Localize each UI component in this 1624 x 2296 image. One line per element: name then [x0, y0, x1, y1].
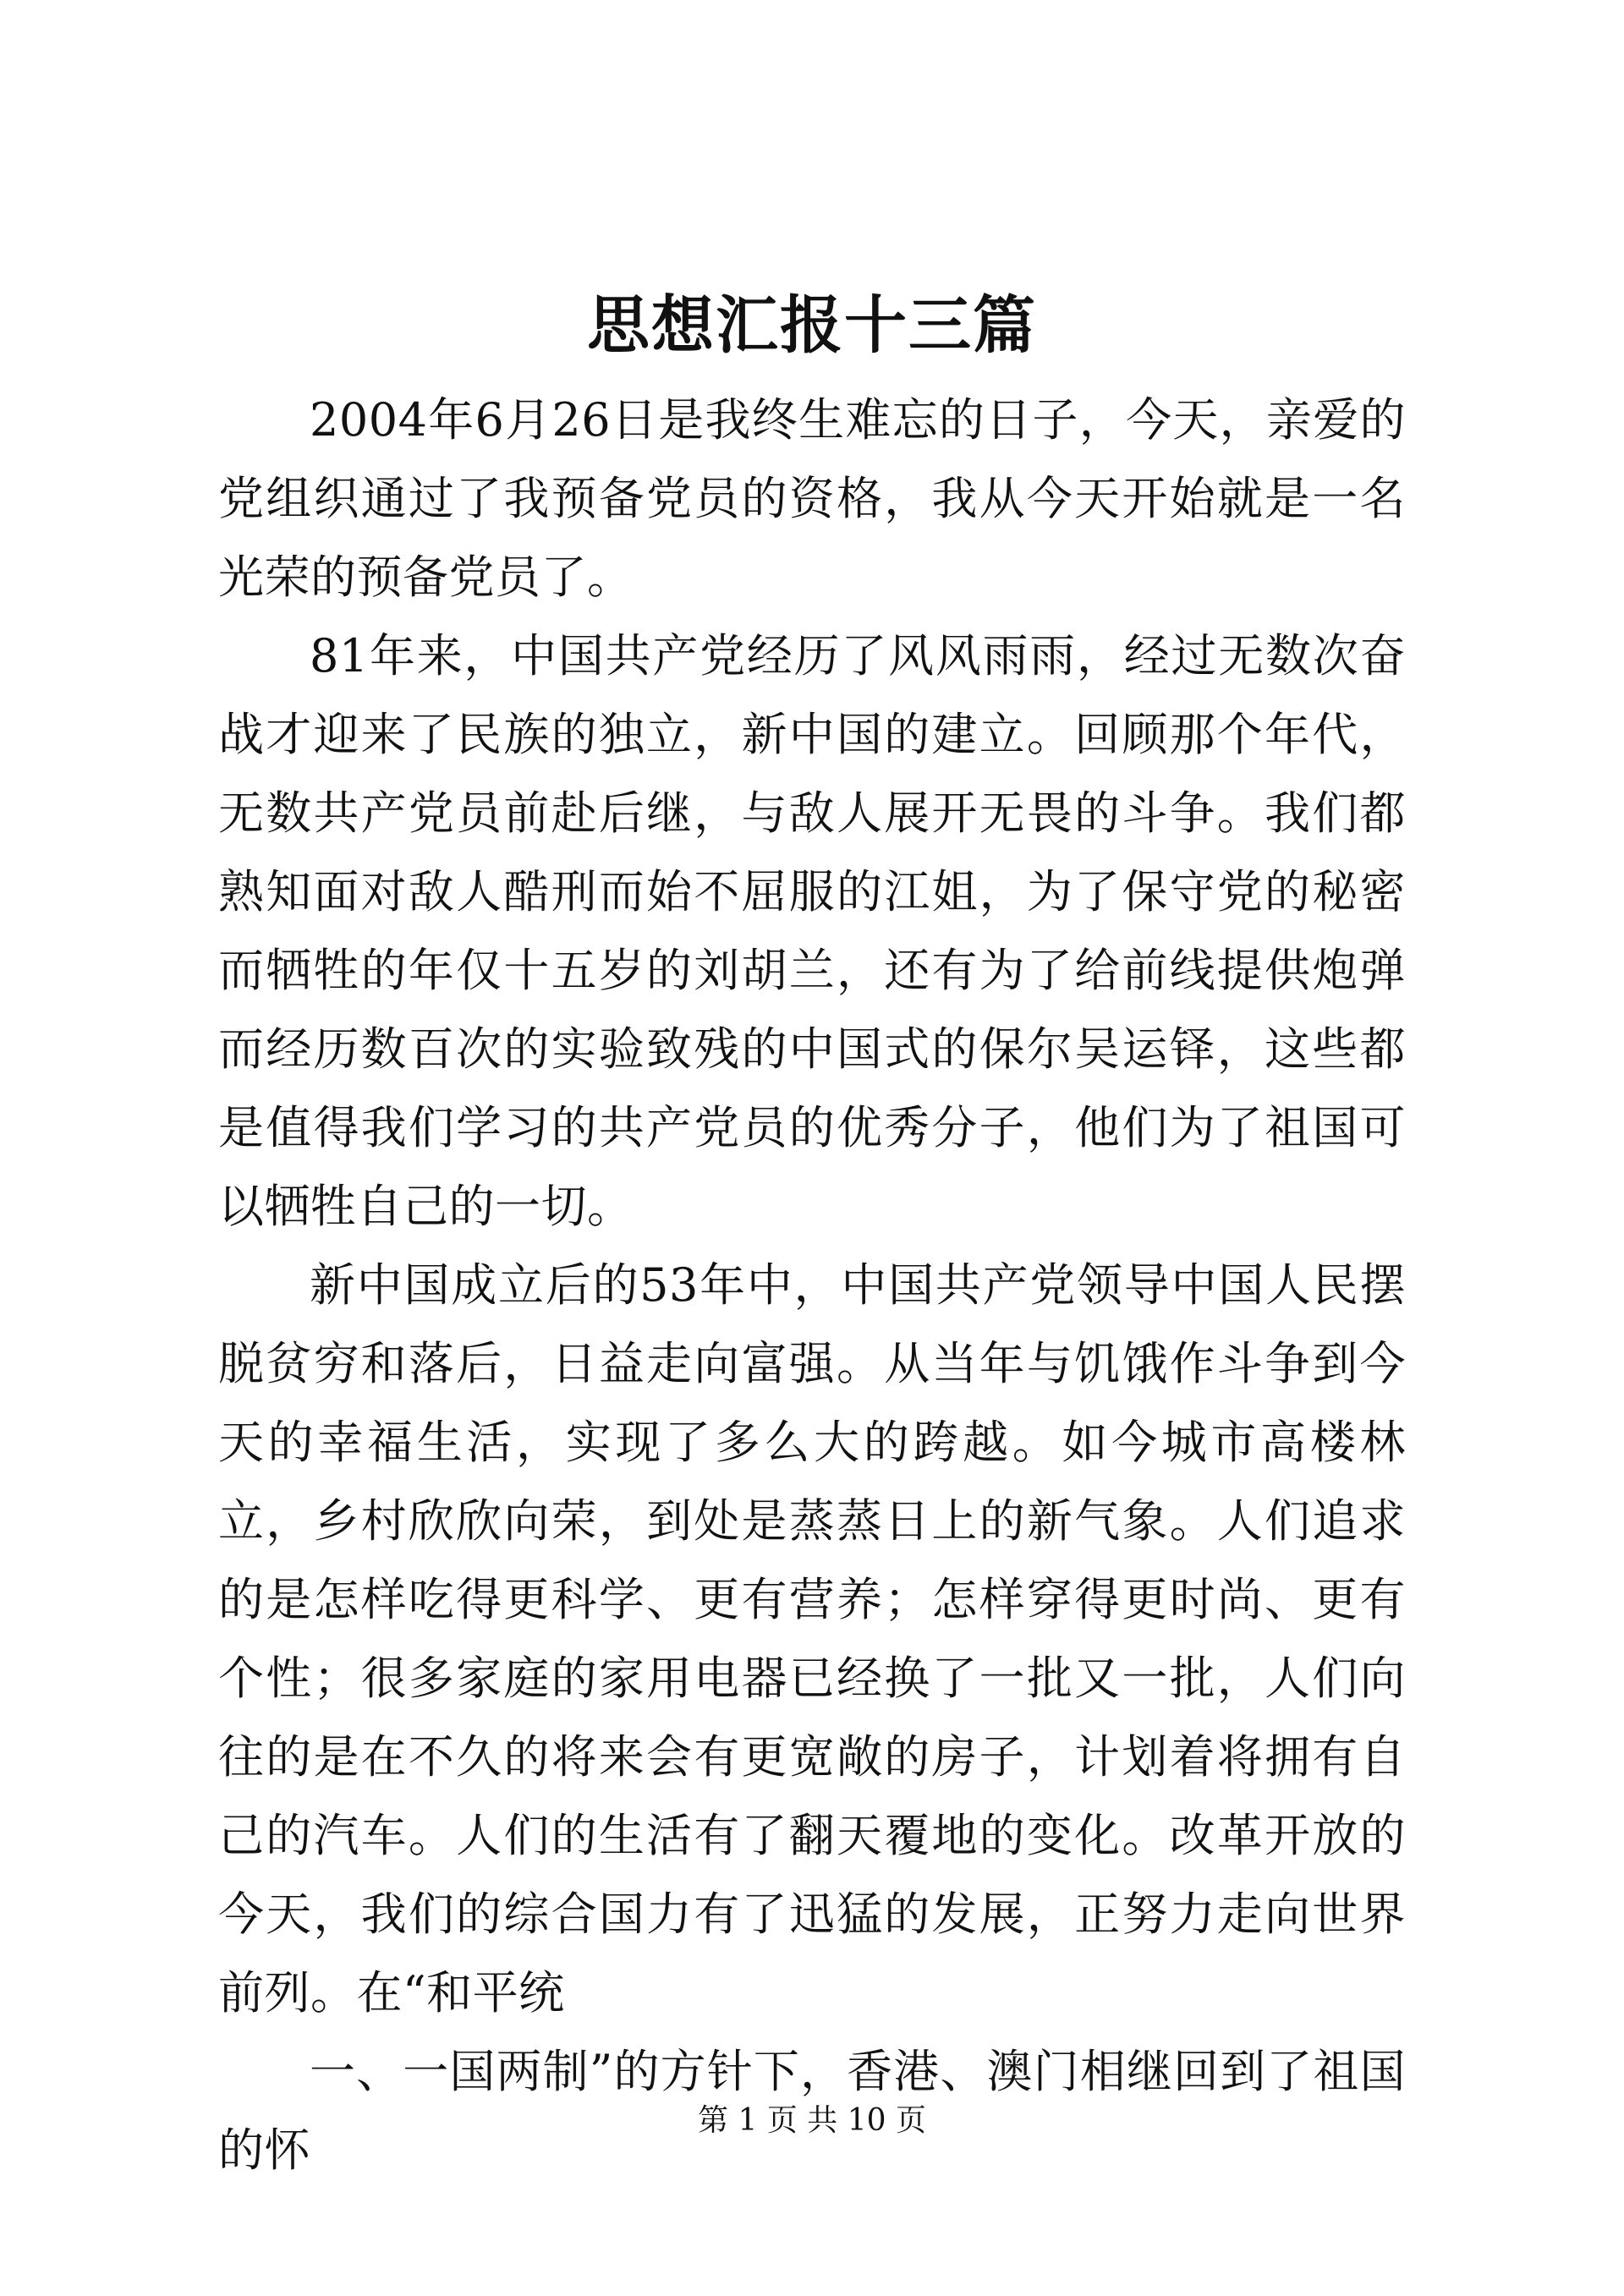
paragraph-2: 81年来，中国共产党经历了风风雨雨，经过无数次奋战才迎来了民族的独立，新中国的建立。回顾那个年代，无数共产党员前赴后继，与敌人展开无畏的斗争。我们都熟知面对敌人酷刑而始不屈服的江姐，为了保守党的秘密而牺牲的年仅十五岁的刘胡兰，还有为了给前线提供炮弹而经历数百次的实验致残的中国式的保尔吴运铎，这些都是值得我们学习的共产党员的优秀分子，他们为了祖国可以牺牲自己的一切。	[218, 629, 1406, 1233]
paragraph-3: 新中国成立后的53年中，中国共产党领导中国人民摆脱贫穷和落后，日益走向富强。从当年与饥饿作斗争到今天的幸福生活，实现了多么大的跨越。如今城市高楼林立，乡村欣欣向荣，到处是蒸蒸日上的新气象。人们追求的是怎样吃得更科学、更有营养；怎样穿得更时尚、更有个性；很多家庭的家用电器已经换了一批又一批，人们向往的是在不久的将来会有更宽敞的房子，计划着将拥有自己的汽车。人们的生活有了翻天覆地的变化。改革开放的今天，我们的综合国力有了迅猛的发展，正努力走向世界前列。在“和平统	[218, 1258, 1406, 2019]
page-title: 思想汇报十三篇	[587, 289, 1037, 362]
paragraph-1: 2004年6月26日是我终生难忘的日子，今天，亲爱的党组织通过了我预备党员的资格，我从今天开始就是一名光荣的预备党员了。	[218, 393, 1406, 604]
document-body	[218, 381, 1406, 2189]
paragraph-4: 一、一国两制”的方针下，香港、澳门相继回到了祖国的怀	[218, 2045, 1406, 2177]
page-footer: 第 1 页 共 10 页	[698, 2103, 926, 2138]
